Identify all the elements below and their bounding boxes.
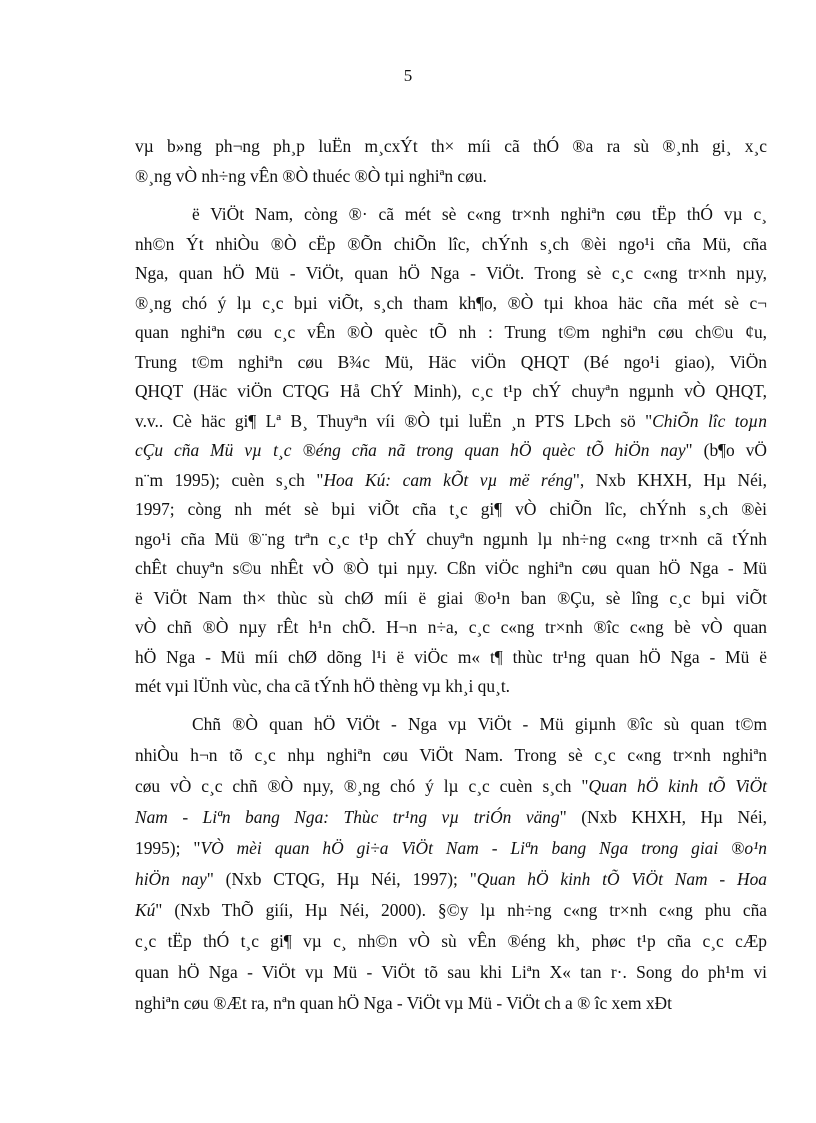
- text-run: " (b¶o vÖ: [685, 440, 767, 460]
- text-run: cøu vÒ c¸c chñ ®Ò nµy, ®¸ng chó ý lµ c¸c cuèn s¸ch ": [135, 775, 589, 796]
- text-run: mét vµi lÜnh vùc, cha cã tÝnh hÖ thèng vµ kh¸i qu¸t.: [135, 676, 511, 696]
- text-line: [135, 988, 767, 1019]
- text-run: vµ b»ng ph¬ng ph¸p luËn m¸cxÝt th× míi cã thÓ ®a ra sù ®¸nh gi¸ x¸c: [135, 136, 767, 156]
- text-line: [135, 229, 767, 259]
- text-run: Chñ ®Ò quan hÖ ViÖt - Nga vµ ViÖt - Mü giµnh ®îc sù quan t©m: [192, 713, 767, 734]
- text-line: [135, 347, 767, 377]
- text-line: [135, 709, 767, 740]
- text-run: chÊt chuyªn s©u nhÊt vÒ ®Ò tµi nµy. Cßn viÖc nghiªn cøu quan hÖ Nga - Mü: [135, 558, 767, 578]
- text-run: ë ViÖt Nam, còng ®· cã mét sè c«ng tr×nh nghiªn cøu tËp thÓ vµ c¸: [192, 204, 767, 224]
- text-run: vÒ chñ ®Ò nµy rÊt h¹n chÕ. H¬n n÷a, c¸c c«ng tr×nh ®îc c«ng bè vÒ quan: [135, 617, 767, 637]
- text-run: Nga, quan hÖ Mü - ViÖt, quan hÖ Nga - ViÖt. Trong sè c¸c c«ng tr×nh nµy,: [135, 263, 767, 283]
- text-run: nghiªn cøu ®Æt ra, nªn quan hÖ Nga - ViÖt vµ Mü - ViÖt ch a ® îc xem xÐt: [135, 992, 672, 1013]
- text-line: [135, 957, 767, 988]
- text-run: nhiÒu h¬n tõ c¸c nhµ nghiªn cøu ViÖt Nam. Trong sè c¸c c«ng tr×nh nghiªn: [135, 744, 767, 765]
- text-run: " (Nxb KHXH, Hµ Néi,: [559, 806, 767, 827]
- text-line: [135, 524, 767, 554]
- paragraph-3: [135, 709, 767, 1019]
- text-line: [135, 671, 767, 701]
- text-run: 1995); ": [135, 837, 201, 858]
- text-run: n¨m 1995); cuèn s¸ch ": [135, 469, 324, 490]
- text-run: nh©n Ýt nhiÒu ®Ò cËp ®Õn chiÕn lîc, chÝnh s¸ch ®èi ngo¹i cña Mü, cña: [135, 233, 767, 254]
- text-line: [135, 612, 767, 642]
- text-line: [135, 553, 767, 583]
- text-run: ®¸ng chó ý lµ c¸c bµi viÕt, s¸ch tham kh¶o, ®Ò tµi khoa häc cña mét sè c¬: [135, 292, 767, 313]
- text-line: [135, 131, 767, 161]
- text-line: [135, 435, 767, 465]
- text-run: Trung t©m nghiªn cøu B¾c Mü, Häc viÖn QHQT (Bé ngo¹i giao), ViÖn: [135, 351, 767, 372]
- paragraph-1: [135, 131, 767, 191]
- text-line: [135, 465, 767, 495]
- text-run: quan hÖ Nga - ViÖt vµ Mü - ViÖt tõ sau khi Liªn X« tan r·. Song do ph¹m vi: [135, 961, 767, 982]
- text-line: [135, 258, 767, 288]
- text-line: [135, 802, 767, 833]
- paragraph-2: [135, 199, 767, 701]
- text-line: [135, 864, 767, 895]
- text-line: [135, 317, 767, 347]
- text-run: ë ViÖt Nam th× thùc sù chØ míi ë giai ®o¹n ban ®Çu, sè lîng c¸c bµi viÕt: [135, 587, 767, 608]
- text-line: [135, 406, 767, 436]
- italic-title-text: Quan hÖ kinh tÕ ViÖt Nam - Hoa: [476, 868, 767, 889]
- italic-title-text: Nam - Liªn bang Nga: Thùc tr¹ng vµ triÓn väng: [135, 806, 560, 827]
- text-run: ", Nxb KHXH, Hµ Néi,: [572, 469, 767, 490]
- text-run: ngo¹i cña Mü ®¨ng trªn c¸c t¹p chÝ chuyªn ngµnh lµ nh÷ng c«ng tr×nh cã tÝnh: [135, 528, 767, 549]
- text-line: [135, 288, 767, 318]
- italic-title-text: hiÖn nay: [135, 868, 207, 889]
- text-run: c¸c tËp thÓ t¸c gi¶ vµ c¸ nh©n vÒ sù vÊn ®éng kh¸ phøc t¹p cña c¸c cÆp: [135, 930, 767, 951]
- text-run: ®¸ng vÒ nh÷ng vÊn ®Ò thuéc ®Ò tµi nghiªn cøu.: [135, 166, 487, 186]
- page-number: 5: [403, 66, 413, 85]
- text-line: [135, 833, 767, 864]
- text-run: 1997; còng nh mét sè bµi viÕt cña t¸c gi¶ vÒ chiÕn lîc, chÝnh s¸ch ®èi: [135, 499, 767, 519]
- text-line: [135, 583, 767, 613]
- paragraph-gap: [135, 701, 767, 709]
- text-run: QHQT (Häc viÖn CTQG Hå ChÝ Minh), c¸c t¹p chÝ chuyªn ngµnh vÒ QHQT,: [135, 381, 767, 401]
- italic-title-text: Hoa Kú: cam kÕt vµ më réng: [323, 469, 573, 490]
- body-text: [135, 131, 767, 1019]
- text-line: [135, 161, 767, 191]
- text-line: [135, 771, 767, 802]
- text-run: " (Nxb CTQG, Hµ Néi, 1997); ": [206, 868, 477, 889]
- italic-title-text: Quan hÖ kinh tÕ ViÖt: [588, 775, 767, 796]
- text-run: v.v.. Cè häc gi¶ Lª B¸ Thuyªn víi ®Ò tµi luËn ¸n PTS LÞch sö ": [135, 410, 653, 431]
- text-run: hÖ Nga - Mü míi chØ dõng l¹i ë viÖc m« t¶ thùc tr¹ng quan hÖ Nga - Mü ë: [135, 646, 767, 667]
- italic-title-text: cÇu cña Mü vµ t¸c ®éng cña nã trong quan hÖ quèc tÕ hiÖn nay: [135, 440, 686, 460]
- text-line: [135, 494, 767, 524]
- text-line: [135, 895, 767, 926]
- italic-title-text: VÒ mèi quan hÖ gi÷a ViÖt Nam - Liªn bang Nga trong giai ®o¹n: [200, 837, 767, 858]
- text-run: quan nghiªn cøu c¸c vÊn ®Ò quèc tÕ nh : Trung t©m nghiªn cøu ch©u ¢u,: [135, 322, 767, 342]
- paragraph-gap: [135, 191, 767, 199]
- text-line: [135, 740, 767, 771]
- text-line: [135, 642, 767, 672]
- italic-title-text: ChiÕn lîc toµn: [652, 410, 767, 431]
- text-line: [135, 199, 767, 229]
- text-line: [135, 376, 767, 406]
- text-run: " (Nxb ThÕ giíi, Hµ Néi, 2000). §©y lµ nh÷ng c«ng tr×nh c«ng phu cña: [155, 899, 767, 920]
- italic-title-text: Kú: [135, 899, 156, 920]
- text-line: [135, 926, 767, 957]
